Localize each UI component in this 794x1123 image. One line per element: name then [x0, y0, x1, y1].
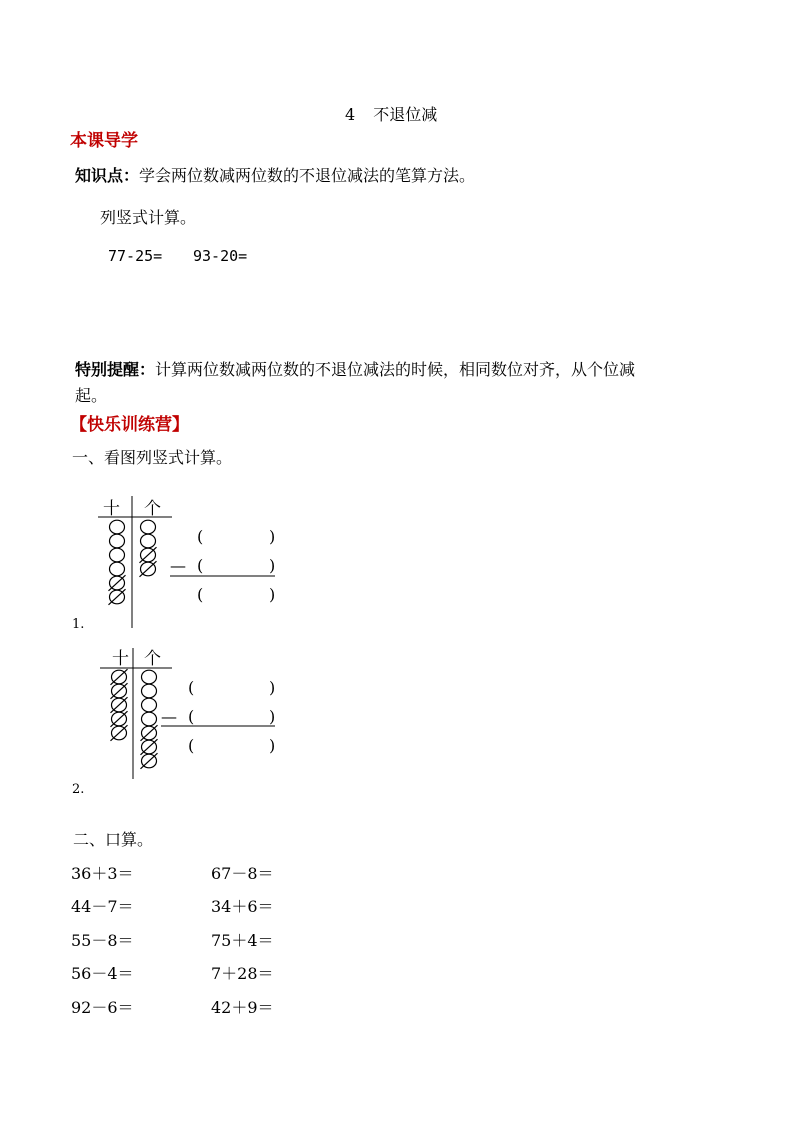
abacus-figure-1 — [60, 490, 300, 640]
bead — [142, 698, 157, 712]
abacus-figure-2 — [60, 643, 300, 803]
tens-beads — [109, 520, 126, 605]
mental-math-item: 34＋6＝ — [211, 897, 274, 916]
cross-out-mark — [141, 753, 158, 769]
answer-paren-close: ) — [269, 585, 276, 604]
cross-out-mark — [109, 589, 126, 605]
cross-out-mark — [140, 547, 157, 563]
special-tip-text-line2: 起。 — [75, 386, 108, 405]
ones-beads — [141, 670, 158, 769]
cross-out-mark — [141, 725, 158, 741]
special-tip-label: 特别提醒： — [75, 360, 156, 379]
mental-math-item: 7＋28＝ — [211, 964, 274, 983]
cross-out-mark — [111, 711, 128, 727]
bead — [110, 520, 125, 534]
page-title — [345, 102, 437, 125]
mental-math-item: 92－6＝ — [71, 998, 134, 1017]
answer-paren-close: ) — [269, 678, 276, 697]
cross-out-mark — [109, 575, 126, 591]
answer-paren-open: ( — [188, 707, 195, 726]
example-equation-1: 77-25= — [108, 247, 163, 265]
cross-out-mark — [111, 669, 128, 685]
bead — [110, 534, 125, 548]
mental-math-item: 36＋3＝ — [71, 864, 134, 883]
cross-out-mark — [140, 561, 157, 577]
bead — [141, 534, 156, 548]
tens-beads — [111, 669, 128, 741]
cross-out-mark — [111, 697, 128, 713]
bead — [142, 670, 157, 684]
special-tip — [75, 357, 635, 380]
answer-paren-close: ) — [269, 707, 276, 726]
cross-out-mark — [141, 739, 158, 755]
answer-paren-open: ( — [188, 678, 195, 697]
answer-paren-close: ) — [269, 736, 276, 755]
mental-math-item: 56－4＝ — [71, 964, 134, 983]
lesson-number: 4 — [345, 105, 356, 124]
bead — [142, 684, 157, 698]
knowledge-point-label: 知识点： — [75, 166, 140, 185]
ones-header: 个 — [144, 499, 161, 519]
ones-header: 个 — [144, 649, 161, 669]
knowledge-point — [75, 163, 475, 186]
section-heading-training: 【快乐训练营】 — [70, 415, 189, 435]
example-equation-2: 93-20= — [193, 247, 248, 265]
bead — [142, 712, 157, 726]
knowledge-point-text: 学会两位数减两位数的不退位减法的笔算方法。 — [139, 166, 476, 185]
question1-heading: 一、看图列竖式计算。 — [72, 448, 233, 467]
lesson-title: 不退位减 — [373, 105, 438, 124]
answer-paren-open: ( — [197, 556, 204, 575]
figure-label: 1. — [72, 617, 85, 632]
tens-header: 十 — [112, 649, 129, 669]
mental-math-item: 55－8＝ — [71, 931, 134, 950]
bead — [110, 548, 125, 562]
answer-paren-close: ) — [269, 527, 276, 546]
minus-sign: — — [170, 556, 186, 575]
cross-out-mark — [111, 725, 128, 741]
figure-label: 2. — [72, 782, 85, 797]
bead — [110, 562, 125, 576]
mental-math-item: 42＋9＝ — [211, 998, 274, 1017]
bead — [141, 520, 156, 534]
answer-paren-open: ( — [188, 736, 195, 755]
special-tip-text-line1: 计算两位数减两位数的不退位减法的时候，相同数位对齐，从个位减 — [155, 360, 636, 379]
exercise-instruction: 列竖式计算。 — [100, 208, 197, 227]
ones-beads — [140, 520, 157, 577]
tens-header: 十 — [103, 499, 120, 519]
answer-paren-open: ( — [197, 527, 204, 546]
mental-math-item: 67－8＝ — [211, 864, 274, 883]
section-heading-guide: 本课导学 — [70, 131, 138, 151]
cross-out-mark — [111, 683, 128, 699]
answer-paren-open: ( — [197, 585, 204, 604]
mental-math-item: 44－7＝ — [71, 897, 134, 916]
question2-heading: 二、口算。 — [73, 830, 154, 849]
answer-paren-close: ) — [269, 556, 276, 575]
minus-sign: — — [161, 707, 177, 726]
mental-math-item: 75＋4＝ — [211, 931, 274, 950]
